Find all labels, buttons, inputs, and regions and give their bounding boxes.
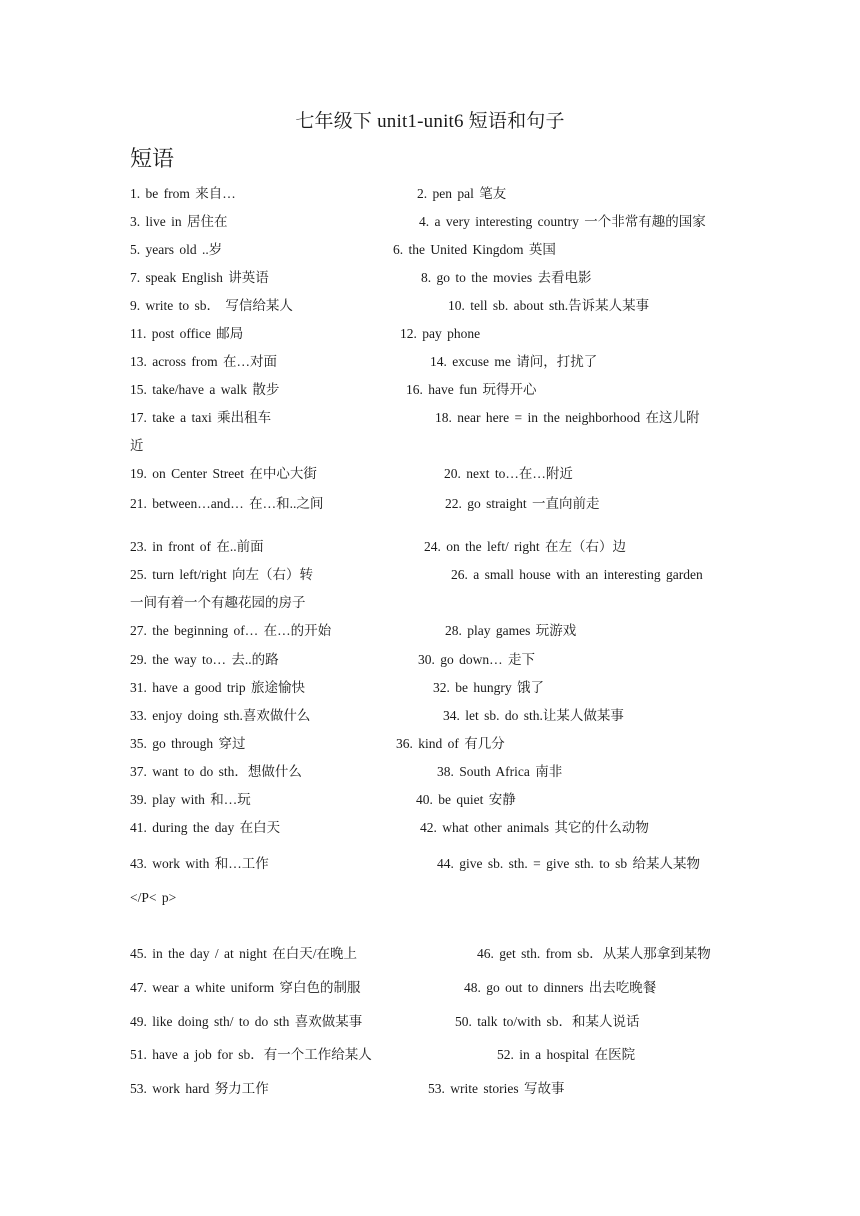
phrase-item: 53. work hard 努力工作 xyxy=(130,1081,269,1096)
phrase-item: 31. have a good trip 旅途愉快 xyxy=(130,680,305,695)
phrase-item: 12. pay phone xyxy=(400,326,481,341)
phrase-item: 2. pen pal 笔友 xyxy=(417,186,507,201)
phrase-item: 22. go straight 一直向前走 xyxy=(445,496,600,511)
phrase-item: 33. enjoy doing sth.喜欢做什么 xyxy=(130,708,311,723)
phrase-continuation: 近 xyxy=(130,438,144,453)
phrase-item: 35. go through 穿过 xyxy=(130,736,246,751)
document-title: 七年级下 unit1-unit6 短语和句子 xyxy=(295,111,565,132)
phrase-item: 5. years old ..岁 xyxy=(130,242,223,257)
phrase-item: 50. talk to/with sb．和某人说话 xyxy=(455,1014,640,1029)
phrase-item: 17. take a taxi 乘出租车 xyxy=(130,410,272,425)
phrase-item: 16. have fun 玩得开心 xyxy=(406,382,537,397)
phrase-item: 49. like doing sth/ to do sth 喜欢做某事 xyxy=(130,1014,363,1029)
phrase-item: 52. in a hospital 在医院 xyxy=(497,1047,636,1062)
section-heading: 短语 xyxy=(130,147,175,172)
phrase-item: 41. during the day 在白天 xyxy=(130,820,281,835)
phrase-item: 3. live in 居住在 xyxy=(130,214,228,229)
phrase-item: 10. tell sb. about sth.告诉某人某事 xyxy=(448,298,650,313)
phrase-item: 53. write stories 写故事 xyxy=(428,1081,565,1096)
phrase-item: 37. want to do sth．想做什么 xyxy=(130,764,302,779)
phrase-item: 44. give sb. sth. = give sth. to sb 给某人某物 xyxy=(437,856,700,871)
phrase-item: 23. in front of 在..前面 xyxy=(130,539,264,554)
phrase-item: 45. in the day / at night 在白天/在晚上 xyxy=(130,946,357,961)
phrase-item: 47. wear a white uniform 穿白色的制服 xyxy=(130,980,361,995)
phrase-item: 30. go down… 走下 xyxy=(418,652,535,667)
phrase-item: 1. be from 来自… xyxy=(130,186,236,201)
phrase-item: 25. turn left/right 向左（右）转 xyxy=(130,567,313,582)
phrase-item: 6. the United Kingdom 英国 xyxy=(393,242,556,257)
phrase-item: 48. go out to dinners 出去吃晚餐 xyxy=(464,980,657,995)
phrase-item: 7. speak English 讲英语 xyxy=(130,270,269,285)
stray-text: </P< p> xyxy=(130,890,177,905)
phrase-continuation: 一间有着一个有趣花园的房子 xyxy=(130,595,306,610)
phrase-item: 36. kind of 有几分 xyxy=(396,736,505,751)
phrase-item: 38. South Africa 南非 xyxy=(437,764,563,779)
phrase-item: 43. work with 和…工作 xyxy=(130,856,269,871)
phrase-item: 39. play with 和…玩 xyxy=(130,792,251,807)
phrase-item: 8. go to the movies 去看电影 xyxy=(421,270,592,285)
phrase-item: 9. write to sb． 写信给某人 xyxy=(130,298,293,313)
phrase-item: 15. take/have a walk 散步 xyxy=(130,382,280,397)
phrase-item: 32. be hungry 饿了 xyxy=(433,680,544,695)
phrase-item: 34. let sb. do sth.让某人做某事 xyxy=(443,708,624,723)
phrase-item: 51. have a job for sb．有一个工作给某人 xyxy=(130,1047,372,1062)
phrase-item: 18. near here = in the neighborhood 在这儿附 xyxy=(435,410,700,425)
phrase-item: 4. a very interesting country 一个非常有趣的国家 xyxy=(419,214,706,229)
phrase-item: 14. excuse me 请问，打扰了 xyxy=(430,354,598,369)
phrase-item: 11. post office 邮局 xyxy=(130,326,244,341)
phrase-item: 29. the way to… 去..的路 xyxy=(130,652,279,667)
phrase-item: 20. next to…在…附近 xyxy=(444,466,573,481)
phrase-item: 28. play games 玩游戏 xyxy=(445,623,577,638)
phrase-item: 42. what other animals 其它的什么动物 xyxy=(420,820,649,835)
phrase-item: 19. on Center Street 在中心大街 xyxy=(130,466,317,481)
phrase-item: 24. on the left/ right 在左（右）边 xyxy=(424,539,626,554)
phrase-item: 21. between…and… 在…和..之间 xyxy=(130,496,324,511)
phrase-item: 13. across from 在…对面 xyxy=(130,354,277,369)
phrase-item: 46. get sth. from sb．从某人那拿到某物 xyxy=(477,946,711,961)
phrase-item: 26. a small house with an interesting garden xyxy=(451,567,703,582)
phrase-item: 27. the beginning of… 在…的开始 xyxy=(130,623,332,638)
phrase-item: 40. be quiet 安静 xyxy=(416,792,516,807)
